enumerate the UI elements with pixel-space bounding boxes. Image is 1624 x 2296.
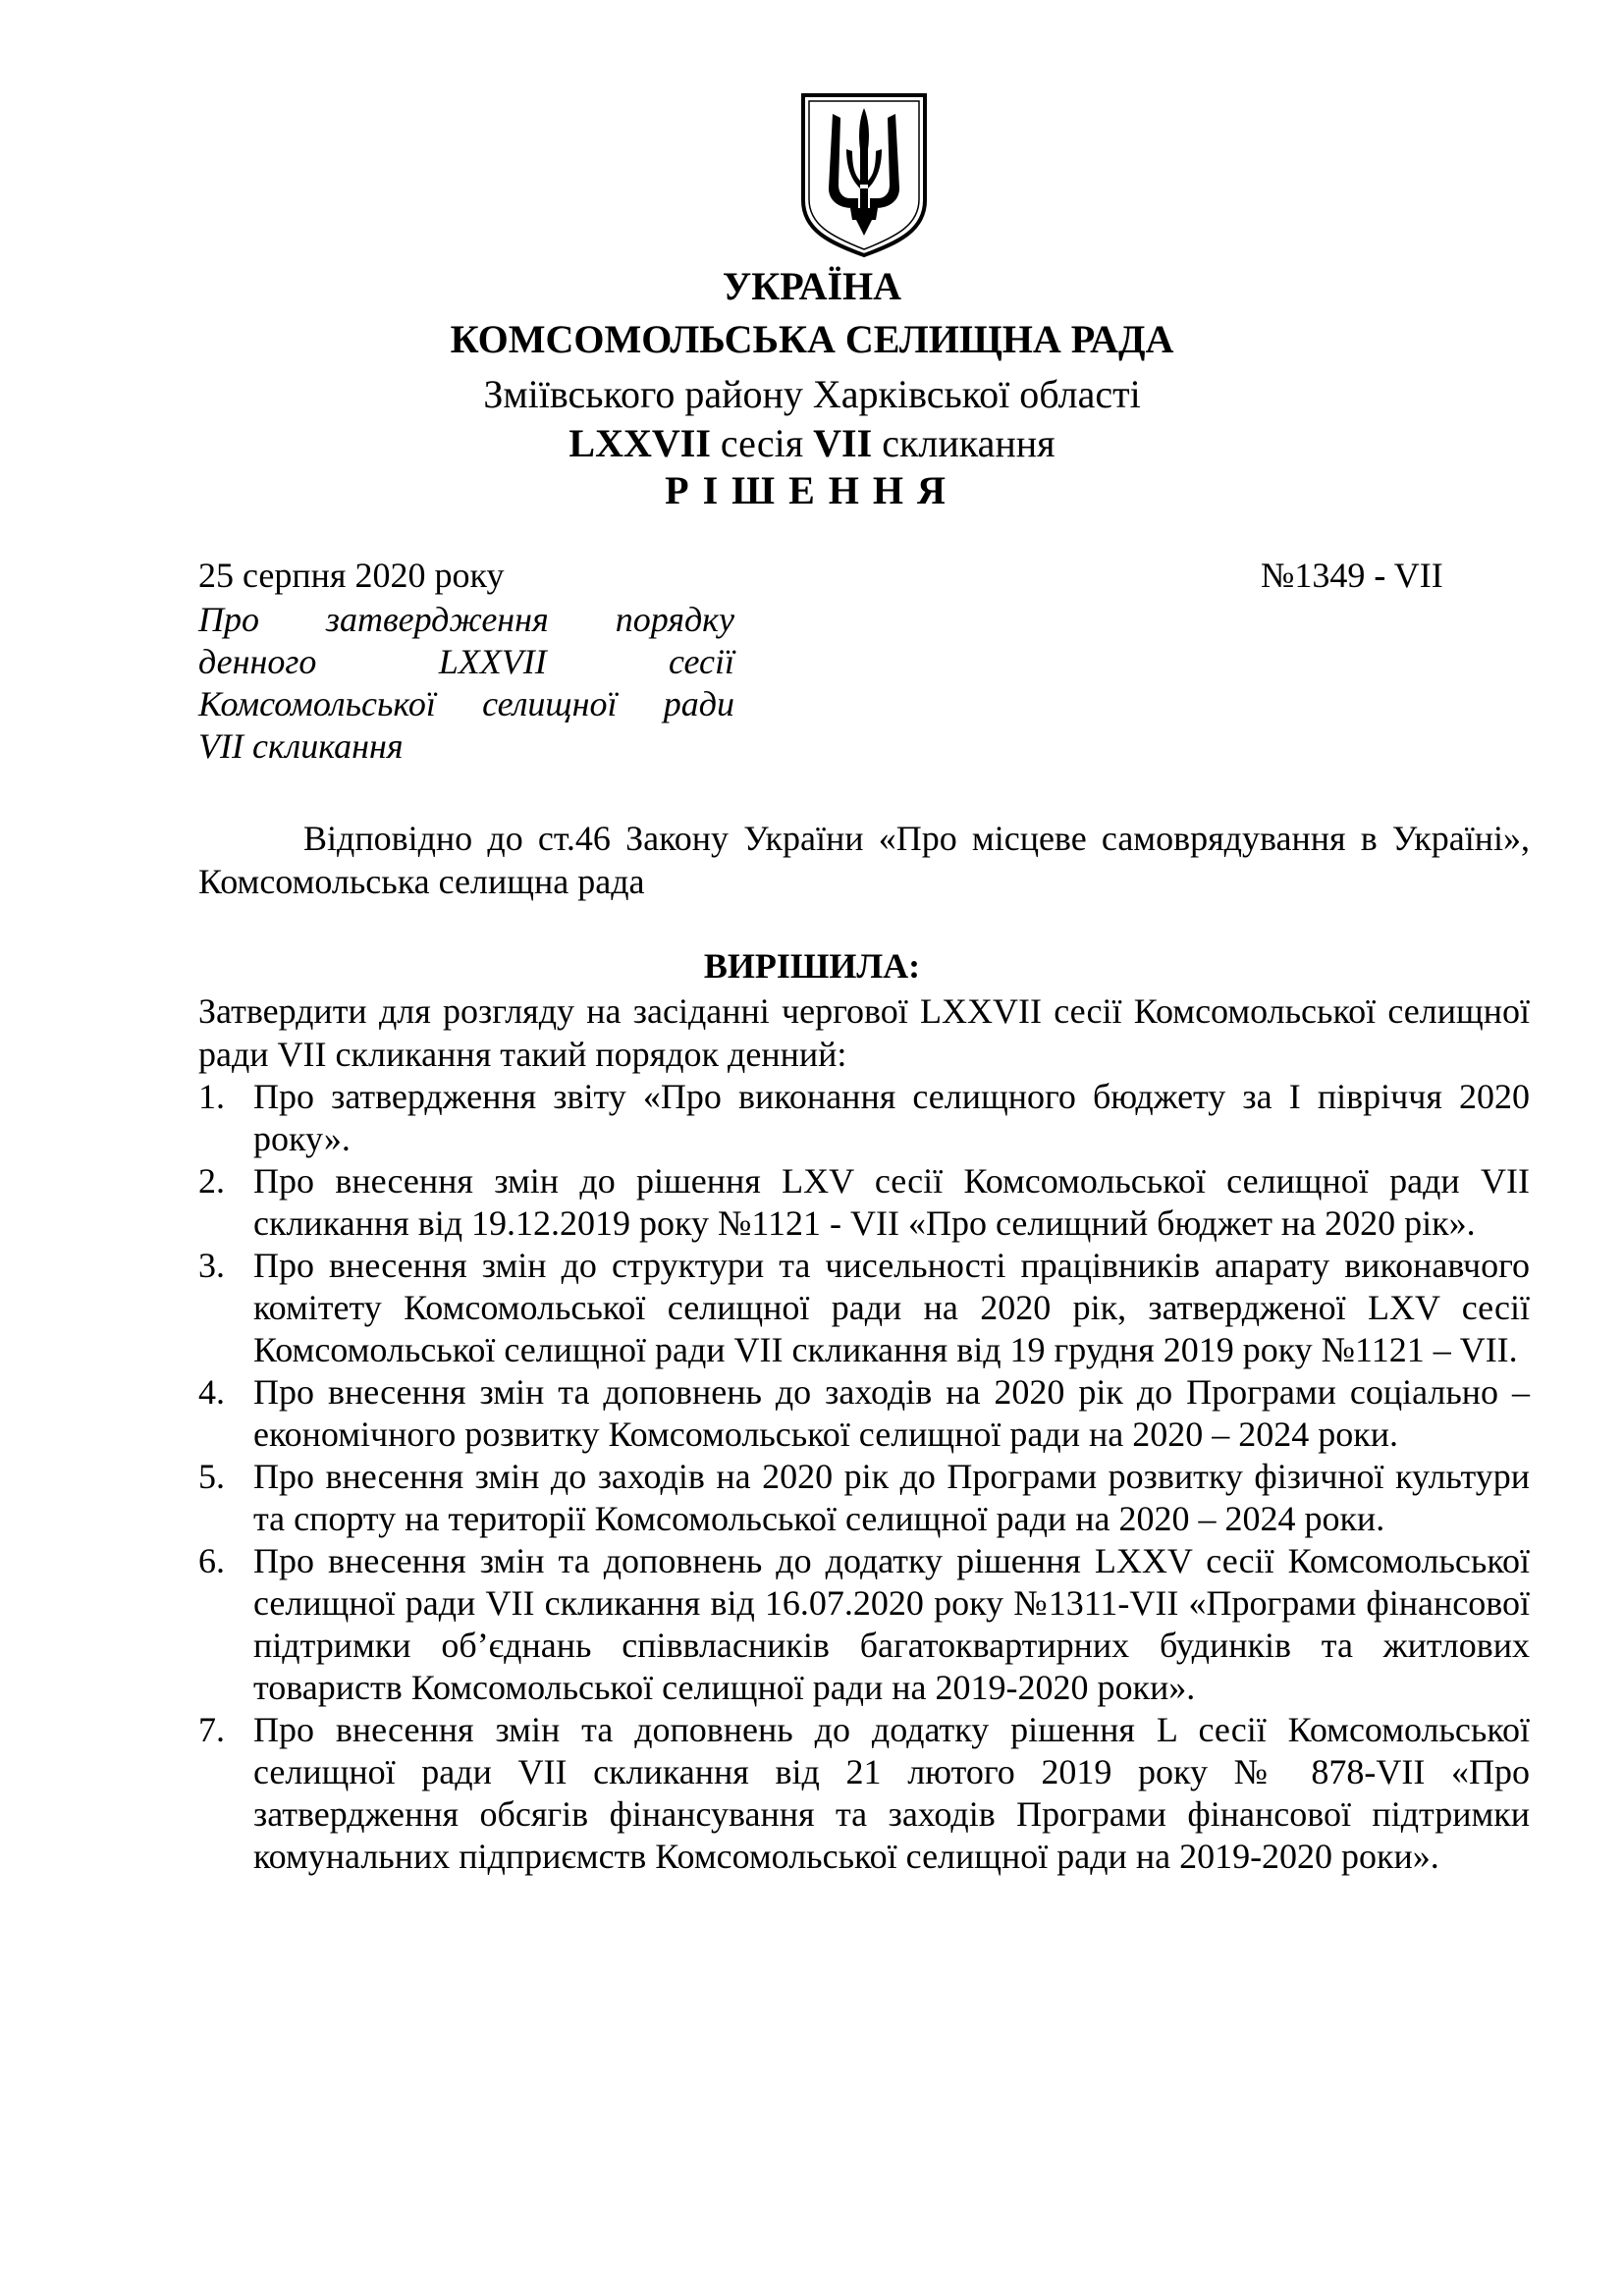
subject-line: Комсомольської селищної ради bbox=[198, 684, 734, 723]
decision-number bbox=[1261, 558, 1443, 593]
agenda-item-number: 6. bbox=[198, 1541, 225, 1580]
decision-subject bbox=[198, 599, 734, 768]
agenda-item bbox=[198, 1709, 1530, 1878]
agenda-item bbox=[198, 1540, 1530, 1709]
agenda-item-text: Про внесення змін та доповнень до додатку рішення L сесії Комсомольської селищної ради VII скликання від 21 лютого 2019 року № 878-VII «Про затвердження обсягів фінансування та заходів Програми фінансової підтримки комунальних підприємств Комсомольської селищної ради на 2019-2020 роки». bbox=[253, 1710, 1530, 1876]
document-type-title: РІШЕННЯ bbox=[665, 468, 959, 512]
convocation-word: скликання bbox=[882, 421, 1056, 465]
agenda-item-number: 2. bbox=[198, 1161, 225, 1201]
council-title: КОМСОМОЛЬСЬКА СЕЛИЩНА РАДА bbox=[450, 317, 1174, 361]
decided-heading: ВИРІШИЛА: bbox=[703, 946, 921, 986]
decision-number-prefix: №1349 bbox=[1261, 556, 1366, 595]
session-word: сесія bbox=[720, 421, 804, 465]
district-line: Зміївського району Харківської області bbox=[483, 372, 1141, 416]
agenda-item-text: Про внесення змін до заходів на 2020 рік до Програми розвитку фізичної культури та спорту на території Комсомольської селищної ради на 2020 – 2024 роки. bbox=[253, 1457, 1530, 1538]
decision-number-suffix: VII bbox=[1393, 556, 1443, 595]
agenda-item bbox=[198, 1160, 1530, 1245]
agenda-list bbox=[198, 1076, 1530, 1878]
agenda-item-number: 7. bbox=[198, 1710, 225, 1749]
trident-coat-of-arms-icon bbox=[797, 90, 931, 259]
agenda-item bbox=[198, 1076, 1530, 1160]
subject-line: денного LXXVII сесії bbox=[198, 642, 734, 681]
subject-line: Про затвердження порядку bbox=[198, 600, 734, 639]
agenda-item-text: Про внесення змін до рішення LXV сесії Комсомольської селищної ради VII скликання від 19.12.2019 року №1121 - VII «Про селищний бюджет на 2020 рік». bbox=[253, 1161, 1530, 1243]
agenda-item-text: Про внесення змін та доповнень до додатку рішення LXXV сесії Комсомольської селищної ради VII скликання від 16.07.2020 року №1311-VII «Програми фінансової підтримки об’єднань співвласників багатоквартирних будинків та житлових товариств Комсомольської селищної ради на 2019-2020 роки». bbox=[253, 1541, 1530, 1707]
agenda-item-text: Про затвердження звіту «Про виконання селищного бюджету за І півріччя 2020 року». bbox=[253, 1077, 1530, 1158]
agenda-item-number: 5. bbox=[198, 1457, 225, 1496]
agenda-intro: Затвердити для розгляду на засіданні чергової LXXVII сесії Комсомольської селищної ради VII скликання такий порядок денний: bbox=[198, 991, 1530, 1074]
country-title: УКРАЇНА bbox=[722, 264, 902, 308]
agenda-item-number: 4. bbox=[198, 1372, 225, 1412]
session-line bbox=[0, 421, 1624, 465]
convocation-number: VII bbox=[813, 421, 873, 465]
subject-line: VII скликання bbox=[198, 726, 404, 766]
agenda-item-text: Про внесення змін та доповнень до заходів на 2020 рік до Програми соціально – економічного розвитку Комсомольської селищної ради на 2020 – 2024 роки. bbox=[253, 1372, 1530, 1454]
session-number: LXXVII bbox=[568, 421, 711, 465]
agenda-item-number: 1. bbox=[198, 1077, 225, 1116]
agenda-item-text: Про внесення змін до структури та чисельності працівників апарату виконавчого комітету Комсомольської селищної ради на 2020 рік, затвердженої LXV сесії Комсомольської селищної ради VII скликання від 19 грудня 2019 року №1121 – VII. bbox=[253, 1246, 1530, 1369]
agenda-item bbox=[198, 1371, 1530, 1456]
preamble-paragraph: Відповідно до ст.46 Закону України «Про місцеве самоврядування в Україні», Комсомольська селищна рада bbox=[198, 819, 1530, 901]
agenda-item-number: 3. bbox=[198, 1246, 225, 1285]
decision-date: 25 серпня 2020 року bbox=[198, 556, 505, 595]
decision-number-dash: - bbox=[1374, 556, 1386, 595]
agenda-item bbox=[198, 1245, 1530, 1371]
agenda-item bbox=[198, 1456, 1530, 1540]
